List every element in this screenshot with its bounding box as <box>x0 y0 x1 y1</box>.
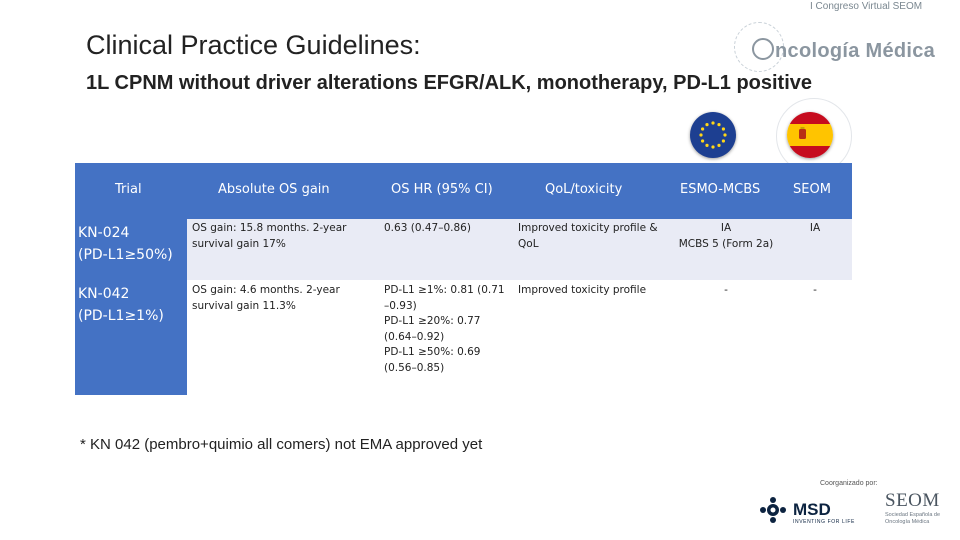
row1-os-gain: OS gain: 15.8 months. 2-year survival gain 17% <box>192 222 347 250</box>
row1-esmo <box>665 221 787 252</box>
esmo-grade: IA <box>720 222 732 234</box>
congress-title-text: ncología Médica <box>775 40 936 62</box>
row2-esmo: - <box>724 284 728 296</box>
trial-population: (PD-L1≥1%) <box>78 308 164 324</box>
row2-label-cell <box>75 280 187 395</box>
eu-stars-icon <box>690 112 736 158</box>
row1-qol: Improved toxicity profile & QoL <box>518 222 658 250</box>
table-header-row <box>75 163 852 219</box>
row2-os-hr <box>384 283 519 376</box>
row1-os-hr: 0.63 (0.47–0.86) <box>384 222 471 234</box>
spain-flag-icon <box>787 112 833 158</box>
os-hr-line: PD-L1 ≥1%: 0.81 (0.71 <box>384 284 505 296</box>
seom-subtitle: Sociedad Española de Oncología Médica <box>885 512 941 525</box>
slide-subtitle: 1L CPNM without driver alterations EFGR/ALK, monotherapy, PD-L1 positive <box>86 72 813 94</box>
header-esmo: ESMO-MCBS <box>680 182 761 197</box>
os-hr-line: (0.56–0.85) <box>384 361 445 374</box>
msd-wordmark: MSD <box>793 500 831 519</box>
slide-title: Clinical Practice Guidelines: <box>86 30 421 60</box>
trial-name: KN-042 <box>78 286 130 302</box>
os-hr-line: –0.93) <box>384 299 417 312</box>
msd-logo <box>760 495 870 530</box>
header-trial: Trial <box>115 182 142 197</box>
os-hr-line: PD-L1 ≥20%: 0.77 <box>384 315 481 327</box>
header-os-hr: OS HR (95% CI) <box>391 182 493 197</box>
congress-title <box>752 38 935 63</box>
oncologia-o-icon <box>752 38 774 60</box>
seom-logo <box>885 490 957 532</box>
seom-wordmark: SEOM <box>885 490 940 511</box>
os-hr-line: (0.64–0.92) <box>384 330 445 343</box>
coorganized-label: Coorganizado por: <box>820 480 878 487</box>
header-seom: SEOM <box>793 182 831 197</box>
row1-label-cell <box>75 219 187 280</box>
row2-os-gain: OS gain: 4.6 months. 2-year survival gain 11.3% <box>192 284 340 312</box>
congress-name: I Congreso Virtual SEOM <box>810 1 923 12</box>
header-os-gain: Absolute OS gain <box>218 182 330 197</box>
trial-population: (PD-L1≥50%) <box>78 247 173 263</box>
spain-coat-of-arms-icon <box>787 112 833 158</box>
header-qol: QoL/toxicity <box>545 182 623 197</box>
msd-tagline: INVENTING FOR LIFE <box>793 519 855 525</box>
row2-qol: Improved toxicity profile <box>518 284 647 296</box>
row1-seom: IA <box>809 222 821 234</box>
msd-emblem-icon <box>760 497 786 523</box>
trial-name: KN-024 <box>78 225 130 241</box>
esmo-mcbs: MCBS 5 (Form 2a) <box>678 237 774 250</box>
footnote: * KN 042 (pembro+quimio all comers) not EMA approved yet <box>80 436 483 453</box>
row2-seom: - <box>813 284 817 296</box>
os-hr-line: PD-L1 ≥50%: 0.69 <box>384 346 481 358</box>
eu-flag-icon <box>690 112 736 158</box>
